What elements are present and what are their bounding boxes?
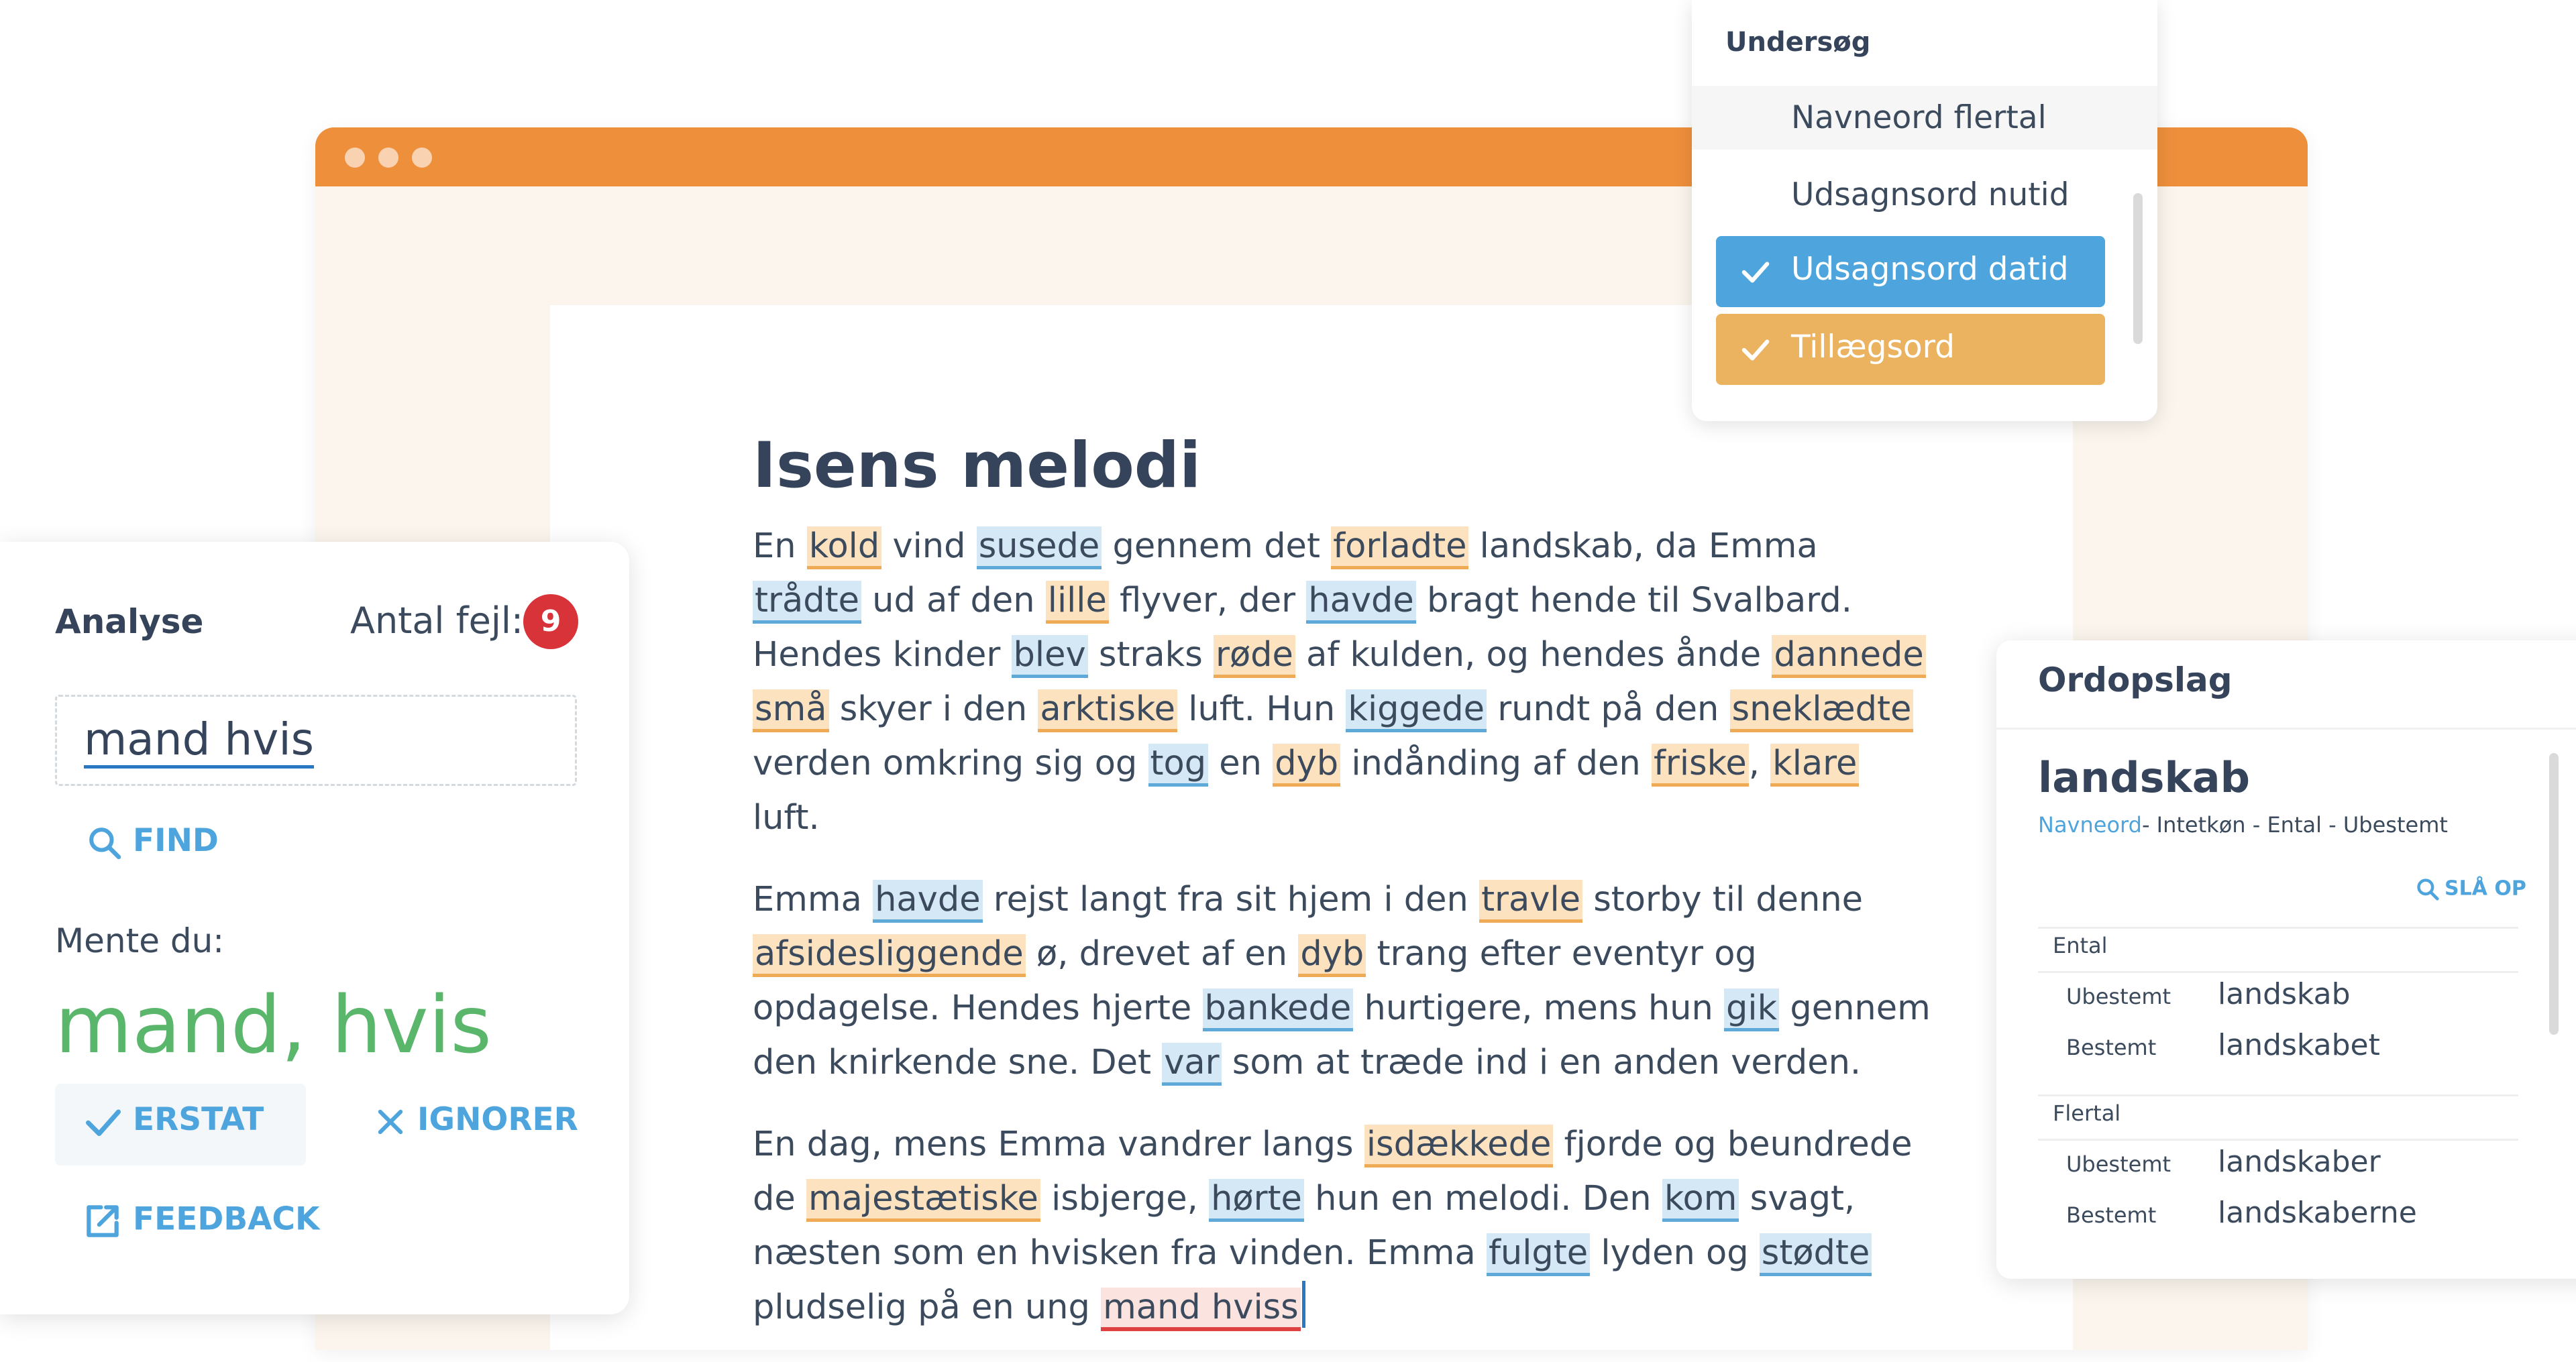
investigate-dropdown [1692,0,2157,421]
past-verb-highlight[interactable]: havde [1306,581,1416,624]
adjective-highlight[interactable]: travle [1479,880,1582,923]
past-verb-highlight[interactable]: blev [1012,635,1088,678]
divider [1996,728,2576,730]
adjective-highlight[interactable]: friske [1652,744,1749,787]
search-icon [2415,876,2440,902]
inflection-section-singular: Ental [2053,933,2108,958]
feedback-button[interactable] [82,1200,319,1242]
checkmark-icon [1740,256,1771,287]
analysis-title: Analyse [55,602,204,641]
text-run: hun en melodi. Den [1303,1179,1662,1218]
inflection-form-value: landskab [2218,977,2351,1011]
text-run: en [1208,744,1273,783]
lookup-button[interactable] [2415,876,2526,902]
inflection-form-value: landskaberne [2218,1196,2417,1230]
inflection-form-label: Ubestemt [2066,984,2171,1009]
find-button-label: FIND [133,822,219,859]
text-run: trang efter eventyr og opdagelse. Hendes hjerte [753,934,1757,1028]
text-run: landskab, da Emma [1468,526,1818,566]
text-run: storby til denne [1582,880,1864,919]
spelling-error-highlight[interactable]: mand hviss [1101,1288,1301,1331]
past-verb-highlight[interactable]: kom [1662,1179,1739,1222]
adjective-highlight[interactable]: sneklædte [1730,689,1914,732]
inflection-form-label: Bestemt [2066,1202,2157,1228]
adjective-highlight[interactable]: dannede [1772,635,1925,678]
error-count-badge: 9 [523,594,578,649]
external-link-icon [82,1200,123,1242]
text-run: gennem den knirkende sne. Det [753,988,1931,1082]
inflection-form-value: landskaber [2218,1145,2381,1179]
document-title: Isens melodi [753,429,1201,502]
adjective-highlight[interactable]: dyb [1298,934,1366,977]
text-run: fjorde og beundrede de [753,1125,1913,1218]
filter-option-label: Tillægsord [1791,329,1955,365]
past-verb-highlight[interactable]: havde [873,880,983,923]
dictionary-panel [1996,640,2576,1279]
filter-option-plural-nouns[interactable] [1692,86,2157,150]
inflection-form-label: Ubestemt [2066,1151,2171,1177]
adjective-highlight[interactable]: dyb [1273,744,1340,787]
text-run: pludselig på en ung [753,1288,1102,1327]
word-grammar-info [2038,812,2448,838]
text-run: lyden og [1590,1233,1760,1273]
past-verb-highlight[interactable]: trådte [753,581,861,624]
text-run: , [1748,744,1771,783]
document-paragraph[interactable] [753,1117,1933,1335]
adjective-highlight[interactable]: røde [1214,635,1295,678]
window-dot-minimize[interactable] [378,148,398,168]
divider [2038,927,2518,929]
window-dot-close[interactable] [345,148,365,168]
find-button[interactable] [86,822,219,869]
past-verb-highlight[interactable]: susede [977,526,1102,569]
adjective-highlight[interactable]: kold [807,526,881,569]
adjective-highlight[interactable]: forladte [1331,526,1468,569]
analysis-panel [0,542,629,1314]
dropdown-title: Undersøg [1725,27,1871,58]
filter-option-past-verbs[interactable] [1716,236,2105,307]
lookup-button-label: SLÅ OP [2445,876,2526,901]
search-field[interactable] [55,695,577,786]
replace-button-label: ERSTAT [133,1101,264,1138]
text-run: verden omkring sig og [753,744,1148,783]
text-run: isbjerge, [1040,1179,1210,1218]
text-run: ud af den [861,581,1046,620]
feedback-button-label: FEEDBACK [133,1200,320,1238]
replace-button[interactable] [55,1084,306,1166]
ignore-button-label: IGNORER [417,1101,578,1138]
text-run: som at træde ind i en anden verden. [1221,1043,1862,1082]
search-field-value: mand hvis [84,714,314,769]
text-run: rundt på den [1486,689,1730,729]
text-run: svagt, næsten som en hvisken fra vinden. Emma [753,1179,1856,1273]
text-run: straks [1087,635,1214,675]
divider [2038,1139,2518,1141]
checkmark-icon [83,1102,123,1142]
inflection-form-label: Bestemt [2066,1035,2157,1060]
word-grammar-details: - Intetkøn - Ental - Ubestemt [2141,812,2448,838]
adjective-highlight[interactable]: små [753,689,829,732]
text-run: Emma [753,880,873,919]
suggestion-text: mand, hvis [55,978,492,1071]
dropdown-scrollbar[interactable] [2133,193,2143,344]
past-verb-highlight[interactable]: stødte [1760,1233,1872,1276]
adjective-highlight[interactable]: isdækkede [1364,1125,1554,1168]
filter-option-label: Navneord flertal [1791,99,2047,136]
past-verb-highlight[interactable]: kiggede [1346,689,1487,732]
dictionary-scrollbar[interactable] [2549,753,2559,1035]
adjective-highlight[interactable]: arktiske [1038,689,1177,732]
filter-option-label: Udsagnsord datid [1791,251,2069,288]
adjective-highlight[interactable]: majestætiske [806,1179,1040,1222]
text-run: En [753,526,807,566]
document-paragraph[interactable] [753,872,1933,1090]
word-class-link[interactable]: Navneord [2038,812,2142,838]
text-run: gennem det [1102,526,1332,566]
filter-option-label: Udsagnsord nutid [1791,176,2070,213]
past-verb-highlight[interactable]: bankede [1203,988,1354,1031]
checkmark-icon [1740,334,1771,365]
document-paragraph[interactable] [753,519,1933,845]
window-dot-maximize[interactable] [412,148,432,168]
past-verb-highlight[interactable]: tog [1148,744,1209,787]
text-run: bragt hende til Svalbard. Hendes kinder [753,581,1852,675]
inflection-form-value: landskabet [2218,1028,2380,1062]
did-you-mean-label: Mente du: [55,921,225,960]
document-body[interactable] [753,422,1933,1362]
past-verb-highlight[interactable]: hørte [1209,1179,1304,1222]
text-cursor [1302,1281,1305,1328]
text-run: rejst langt fra sit hjem i den [982,880,1480,919]
inflection-section-plural: Flertal [2053,1100,2121,1126]
past-verb-highlight[interactable]: gik [1724,988,1779,1031]
text-run: ø, drevet af en [1025,934,1299,974]
text-run: af kulden, og hendes ånde [1295,635,1772,675]
dictionary-title: Ordopslag [2038,661,2233,699]
text-run: vind [881,526,977,566]
past-verb-highlight[interactable]: fulgte [1487,1233,1590,1276]
ignore-button[interactable] [373,1101,578,1139]
adjective-highlight[interactable]: klare [1770,744,1859,787]
error-count-label: Antal fejl: [350,600,524,642]
text-run: indånding af den [1340,744,1652,783]
adjective-highlight[interactable]: afsidesliggende [753,934,1026,977]
search-icon [86,824,123,862]
close-icon [373,1104,408,1139]
divider [2038,1094,2518,1096]
text-run: luft. Hun [1177,689,1346,729]
filter-option-adjectives[interactable] [1716,314,2105,385]
text-run: En dag, mens Emma vandrer langs [753,1125,1364,1164]
past-verb-highlight[interactable]: var [1162,1043,1221,1086]
text-run: luft. [753,798,820,838]
divider [2038,971,2518,973]
text-run: skyer i den [828,689,1038,729]
filter-option-present-verbs[interactable] [1692,163,2157,227]
lookup-word: landskab [2038,753,2250,802]
adjective-highlight[interactable]: lille [1046,581,1109,624]
text-run: hurtigere, mens hun [1353,988,1725,1028]
text-run: flyver, der [1108,581,1307,620]
